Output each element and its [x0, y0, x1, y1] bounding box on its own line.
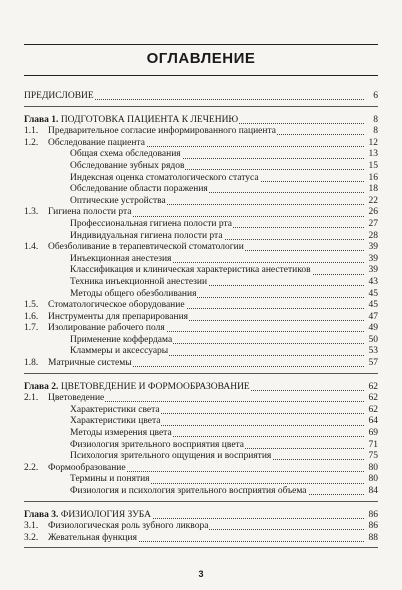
toc-entry-title	[24, 510, 152, 522]
toc-entry-number: 3.2.	[24, 532, 39, 543]
page-number: 3	[198, 569, 204, 579]
toc-entry-page: 47	[368, 311, 378, 322]
toc-entry-title: Обезболивание в терапевтической стоматологии	[48, 242, 244, 253]
toc-entry	[24, 405, 378, 417]
toc-entry-page: 18	[368, 184, 378, 195]
toc-entry-page: 13	[368, 149, 378, 160]
toc-entry-title: Физиология зрительного восприятия цвета	[70, 439, 245, 450]
toc-entry	[24, 219, 378, 231]
toc-entry-page: 80	[368, 474, 378, 485]
toc-entry-number: 1.5.	[24, 300, 39, 311]
toc-entry	[24, 242, 378, 254]
toc-entry-page: 45	[368, 288, 378, 299]
toc-entry-title	[24, 115, 239, 127]
toc-entry-page: 53	[368, 346, 378, 357]
chapter-lead: Глава 1.	[24, 114, 59, 125]
toc-entry-page: 26	[368, 207, 378, 218]
toc-entry	[24, 486, 378, 498]
toc-entry-title: Изолирование рабочего поля	[48, 323, 165, 334]
toc-entry	[24, 335, 378, 347]
toc-entry-title: Оптические устройства	[70, 195, 166, 206]
toc-entry-page: 16	[368, 172, 378, 183]
toc-entry-title: Индивидуальная гигиена полости рта	[70, 230, 223, 241]
toc-entry	[24, 254, 378, 266]
toc-entry	[24, 346, 378, 358]
toc-section-chapter	[24, 382, 378, 502]
toc-entry-title: Методы общего обезболивания	[70, 288, 197, 299]
toc-entry	[24, 393, 378, 405]
toc-section-chapter	[24, 510, 378, 549]
toc-entry-title: Обследование пациента	[48, 137, 145, 148]
toc-entry-number: 1.8.	[24, 358, 39, 369]
toc-entry-title: Инструменты для препарирования	[48, 311, 189, 322]
toc-entry	[24, 428, 378, 440]
table-of-contents	[24, 91, 378, 548]
toc-entry-page: 71	[368, 439, 378, 450]
toc-entry-title: Формообразование	[48, 462, 126, 473]
toc-entry-title: Предварительное согласие информированного пациента	[48, 126, 276, 137]
toc-entry-number: 3.1.	[24, 521, 39, 532]
toc-entry-page: 6	[373, 91, 378, 101]
toc-entry-number: 1.7.	[24, 323, 39, 334]
toc-entry-title: Обследование зубных рядов	[70, 160, 185, 171]
toc-entry-page: 8	[373, 126, 378, 137]
toc-entry-number: 1.2.	[24, 137, 39, 148]
toc-entry-title: Инъекционная анестезия	[70, 253, 172, 264]
toc-entry-page: 12	[368, 137, 378, 148]
section-gap	[24, 107, 378, 115]
chapter-title: ПОДГОТОВКА ПАЦИЕНТА К ЛЕЧЕНИЮ	[60, 114, 239, 125]
toc-entry-chapter	[24, 115, 378, 127]
toc-entry	[24, 323, 378, 335]
toc-entry-page: 69	[368, 428, 378, 439]
chapter-lead: Глава 3.	[24, 509, 59, 520]
toc-entry-title: Психология зрительного ощущения и восприятия	[70, 451, 272, 462]
toc-entry-page: 39	[368, 253, 378, 264]
toc-entry-page: 45	[368, 300, 378, 311]
toc-entry	[24, 196, 378, 208]
toc-entry-title: Стоматологическое оборудование	[48, 300, 185, 311]
toc-entry	[24, 533, 378, 545]
toc-entry-page: 84	[368, 486, 378, 496]
toc-entry-page: 86	[368, 521, 378, 532]
toc-entry-number: 1.1.	[24, 126, 39, 137]
toc-entry-page: 86	[368, 509, 378, 520]
toc-entry-number: 1.4.	[24, 242, 39, 253]
toc-entry-page: 39	[368, 242, 378, 253]
toc-entry	[24, 451, 378, 463]
toc-entry-chapter	[24, 510, 378, 522]
toc-entry	[24, 300, 378, 312]
toc-entry	[24, 126, 378, 138]
toc-entry	[24, 265, 378, 277]
toc-entry	[24, 440, 378, 452]
toc-entry-page: 43	[368, 276, 378, 287]
toc-entry-number: 1.3.	[24, 207, 39, 218]
toc-entry-title: Цветоведение	[48, 393, 105, 404]
toc-entry-page: 49	[368, 323, 378, 334]
toc-entry-title: Техника инъекционной анестезии	[70, 276, 208, 287]
toc-entry	[24, 312, 378, 324]
toc-entry-page: 62	[368, 404, 378, 415]
toc-entry-title: Профессиональная гигиена полости рта	[70, 218, 232, 229]
page-title: ОГЛАВЛЕНИЕ	[146, 50, 256, 67]
toc-entry-title: Жевательная функция	[48, 532, 137, 543]
toc-entry-page: 27	[368, 218, 378, 229]
toc-entry-page: 22	[368, 195, 378, 206]
toc-entry-page: 39	[368, 265, 378, 276]
toc-entry-title: Методы измерения цвета	[70, 428, 172, 439]
toc-entry-page: 75	[368, 451, 378, 462]
toc-entry-title: Характеристики цвета	[70, 416, 161, 427]
toc-entry	[24, 138, 378, 150]
toc-entry	[24, 416, 378, 428]
toc-entry-preface	[24, 91, 378, 103]
title-rule	[24, 75, 378, 76]
toc-entry-chapter	[24, 382, 378, 394]
chapter-lead: Глава 2.	[24, 381, 59, 392]
toc-entry	[24, 173, 378, 185]
section-gap	[24, 502, 378, 510]
toc-entry-number: 2.1.	[24, 393, 39, 404]
toc-entry-title: Классификация и клиническая характеристика анестетиков	[70, 265, 311, 276]
toc-entry-number: 2.2.	[24, 462, 39, 473]
chapter-title: ЦВЕТОВЕДЕНИЕ И ФОРМООБРАЗОВАНИЕ	[60, 381, 250, 392]
toc-entry-title: Термины и понятия	[70, 474, 150, 485]
section-gap	[24, 374, 378, 382]
toc-entry-title: Характеристики света	[70, 404, 160, 415]
toc-entry	[24, 277, 378, 289]
toc-entry-title: Гигиена полости рта	[48, 207, 132, 218]
chapter-title: ФИЗИОЛОГИЯ ЗУБА	[60, 509, 151, 520]
toc-entry	[24, 474, 378, 486]
toc-entry-title: Обследование области поражения	[70, 184, 208, 195]
toc-entry-title: Физиологическая роль зубного ликвора	[48, 521, 209, 532]
toc-entry	[24, 358, 378, 370]
toc-entry-title: Кламмеры и аксессуары	[70, 346, 169, 357]
toc-entry	[24, 521, 378, 533]
toc-entry-page: 88	[368, 532, 378, 543]
toc-section-preface	[24, 91, 378, 107]
toc-entry-title: Индексная оценка стоматологического статуса	[70, 172, 259, 183]
toc-entry-number: 1.6.	[24, 311, 39, 322]
toc-entry-page: 50	[368, 334, 378, 345]
toc-entry-page: 57	[368, 358, 378, 369]
toc-entry	[24, 184, 378, 196]
toc-entry-title: Матричные системы	[48, 358, 132, 369]
toc-entry-page: 64	[368, 416, 378, 427]
toc-entry-page: 8	[373, 114, 378, 125]
toc-entry-page: 15	[368, 160, 378, 171]
toc-entry	[24, 463, 378, 475]
top-rule	[24, 44, 378, 45]
toc-entry	[24, 231, 378, 243]
toc-entry-title: Применение коффердама	[70, 334, 173, 345]
toc-entry	[24, 161, 378, 173]
toc-entry-title: ПРЕДИСЛОВИЕ	[24, 91, 94, 101]
toc-entry-page: 28	[368, 230, 378, 241]
toc-entry-title	[24, 382, 251, 394]
toc-entry-title: Общая схема обследования	[70, 149, 181, 160]
toc-entry	[24, 149, 378, 161]
toc-entry-page: 80	[368, 462, 378, 473]
toc-entry-page: 62	[368, 393, 378, 404]
toc-entry-title: Физиология и психология зрительного восприятия объема	[70, 486, 307, 496]
toc-entry	[24, 207, 378, 219]
toc-entry-page: 62	[368, 381, 378, 392]
toc-section-chapter	[24, 115, 378, 374]
toc-entry	[24, 289, 378, 301]
